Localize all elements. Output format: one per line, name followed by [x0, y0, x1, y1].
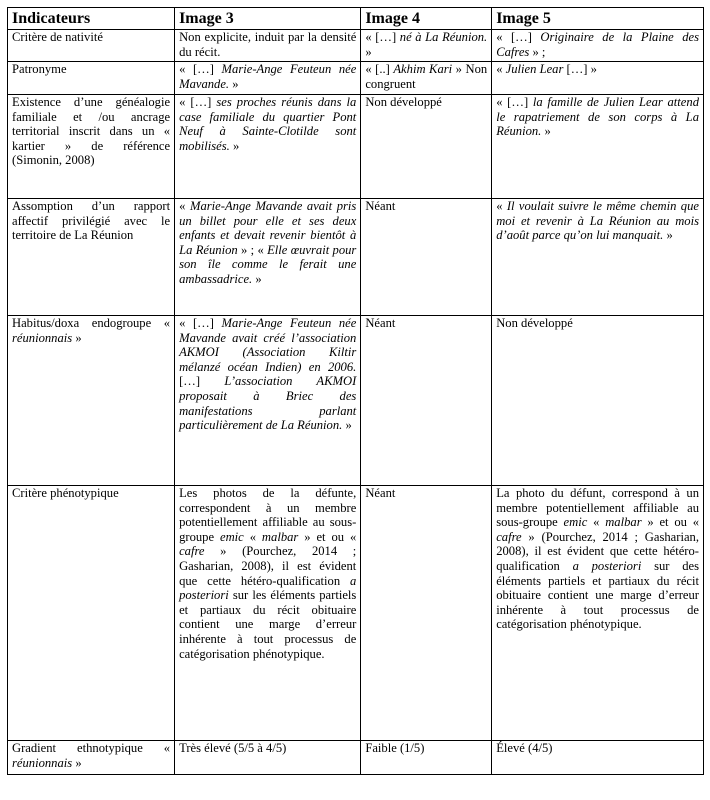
- row-gradient: [8, 741, 704, 775]
- header-image-4: Image 4: [361, 8, 492, 30]
- image-3-cell: [175, 95, 361, 199]
- header-row: [8, 8, 704, 30]
- row-assomption: [8, 199, 704, 316]
- image-4-cell: [361, 486, 492, 741]
- header-image-5: Image 5: [492, 8, 704, 30]
- image-5-cell: [492, 30, 704, 62]
- text-run: […]: [179, 374, 225, 389]
- italic-text: Julien Lear: [505, 62, 564, 76]
- text-run: Élevé (4/5): [496, 741, 553, 755]
- italic-text: emic: [219, 529, 244, 544]
- text-run: Les photos de la défunte, correspondent à un membre potentiellement affiliable au sous-groupe: [179, 486, 357, 544]
- italic-text: a posteriori: [179, 573, 357, 603]
- text-run: «: [587, 515, 606, 530]
- text-run: «: [496, 199, 507, 213]
- text-run: « […]: [496, 95, 533, 109]
- text-run: Gradient ethnotypique «: [12, 741, 171, 755]
- image-3-cell: [175, 741, 361, 775]
- text-run: »: [229, 76, 239, 91]
- row-phenotypique: [8, 486, 704, 741]
- italic-text: a posteriori: [572, 558, 642, 573]
- text-run: « [..]: [365, 62, 394, 76]
- image-4-cell: [361, 30, 492, 62]
- text-run: » et ou «: [641, 515, 699, 530]
- text-run: «: [496, 62, 506, 76]
- image-4-cell: [361, 62, 492, 95]
- image-5-cell: [492, 741, 704, 775]
- text-run: »: [342, 418, 352, 433]
- italic-text: réunionnais: [12, 755, 73, 770]
- text-run: Néant: [365, 199, 396, 213]
- indicator-cell: [8, 741, 175, 775]
- text-run: Habitus/doxa endogroupe «: [12, 316, 171, 330]
- text-run: Faible (1/5): [365, 741, 425, 755]
- italic-text: emic: [563, 515, 588, 530]
- image-4-cell: [361, 95, 492, 199]
- text-run: Non explicite, induit par la densité du récit.: [179, 30, 357, 59]
- italic-text: Il voulait suivre le même chemin que moi et revenir à La Réunion au mois d’août parce qu’on lui manquait.: [496, 199, 699, 243]
- italic-text: Marie-Ange Feuteun née Mavande.: [179, 62, 357, 91]
- italic-text: L’association AKMOI proposait à Briec des manifestations parlant particulièrement de La Réunion.: [179, 374, 357, 433]
- image-5-cell: [492, 62, 704, 95]
- image-5-cell: [492, 199, 704, 316]
- image-4-cell: [361, 316, 492, 486]
- header-image-3: Image 3: [175, 8, 361, 30]
- indicators-table: [7, 7, 704, 775]
- text-run: » (Pourchez, 2014 ; Gasharian, 2008), il est évident que cette hétéro-qualification: [496, 529, 699, 573]
- italic-text: la famille de Julien Lear attend le rapatriement de son corps à La Réunion.: [496, 95, 699, 139]
- row-critere-nativite: [8, 30, 704, 62]
- indicator-cell: Critère de nativité: [8, 30, 175, 62]
- text-run: »: [252, 271, 262, 286]
- text-run: Très élevé (5/5 à 4/5): [179, 741, 287, 755]
- indicator-cell: Critère phénotypique: [8, 486, 175, 741]
- text-run: » et ou «: [298, 529, 357, 544]
- text-run: »: [541, 124, 551, 139]
- text-run: sur des éléments partiels et partiaux du récit obituaire contient une marge d’erreur inhérente à tout processus de catégorisation phénotypique.: [496, 558, 699, 632]
- italic-text: Akhim Kari: [393, 62, 453, 76]
- row-genealogie: [8, 95, 704, 199]
- text-run: « […]: [179, 62, 222, 76]
- text-run: La photo du défunt, correspond à un membre potentiellement affiliable au sous-groupe: [496, 486, 699, 530]
- image-3-cell: [175, 486, 361, 741]
- text-run: Néant: [365, 316, 396, 330]
- italic-text: Elle œuvrait pour son île comme le ferait une ambassadrice.: [179, 242, 357, 286]
- italic-text: Marie-Ange Feuteun née Mavande avait créé l’association AKMOI (Association Kiltir mélanzé océan Indien) en 2006.: [179, 316, 357, 374]
- text-run: […] »: [563, 62, 597, 76]
- text-run: sur les éléments partiels et partiaux du récit obituaire contient une marge d’erreur inhérente à tout processus de catégorisation phénotypique.: [179, 588, 357, 661]
- text-run: « […]: [365, 30, 400, 44]
- italic-text: réunionnais: [12, 330, 73, 345]
- text-run: »: [72, 330, 82, 345]
- image-3-cell: [175, 62, 361, 95]
- image-5-cell: [492, 95, 704, 199]
- indicator-cell: Patronyme: [8, 62, 175, 95]
- text-run: »: [365, 44, 372, 59]
- italic-text: Marie-Ange Mavande avait pris un billet pour elle et ses deux enfants et devait revenir bientôt à La Réunion: [179, 199, 357, 257]
- text-run: « […]: [179, 95, 217, 109]
- italic-text: Originaire de la Plaine des Cafres: [496, 30, 699, 59]
- text-run: « […]: [179, 316, 222, 330]
- header-indicateurs: Indicateurs: [8, 8, 175, 30]
- text-run: Néant: [365, 486, 396, 500]
- text-run: » (Pourchez, 2014 ; Gasharian, 2008), il est évident que cette hétéro-qualification: [179, 544, 357, 588]
- text-run: » Non congruent: [365, 62, 488, 91]
- indicator-cell: Existence d’une généalogie familiale et /ou ancrage territorial inscrit dans un « kartier » de référence (Simonin, 2008): [8, 95, 175, 199]
- italic-text: ses proches réunis dans la case familiale du quartier Pont Neuf à Sainte-Clotilde sont mobilisés.: [179, 95, 357, 153]
- text-run: »: [229, 138, 240, 153]
- indicator-cell: [8, 316, 175, 486]
- indicator-cell: Assomption d’un rapport affectif privilégié avec le territoire de La Réunion: [8, 199, 175, 316]
- image-3-cell: [175, 30, 361, 62]
- text-run: «: [243, 529, 262, 544]
- italic-text: malbar: [261, 529, 299, 544]
- italic-text: cafre: [496, 529, 522, 544]
- italic-text: cafre: [179, 544, 205, 559]
- text-run: » ;: [529, 44, 546, 59]
- text-run: «: [179, 199, 190, 213]
- image-3-cell: [175, 199, 361, 316]
- italic-text: né à La Réunion.: [399, 30, 488, 44]
- text-run: » ; «: [237, 242, 268, 257]
- image-4-cell: [361, 741, 492, 775]
- italic-text: malbar: [605, 515, 642, 530]
- text-run: Non développé: [496, 316, 573, 330]
- text-run: « […]: [496, 30, 541, 44]
- row-habitus: [8, 316, 704, 486]
- image-5-cell: [492, 316, 704, 486]
- image-5-cell: [492, 486, 704, 741]
- text-run: »: [663, 228, 673, 243]
- image-3-cell: [175, 316, 361, 486]
- row-patronyme: [8, 62, 704, 95]
- text-run: Non développé: [365, 95, 442, 109]
- image-4-cell: [361, 199, 492, 316]
- text-run: »: [72, 755, 82, 770]
